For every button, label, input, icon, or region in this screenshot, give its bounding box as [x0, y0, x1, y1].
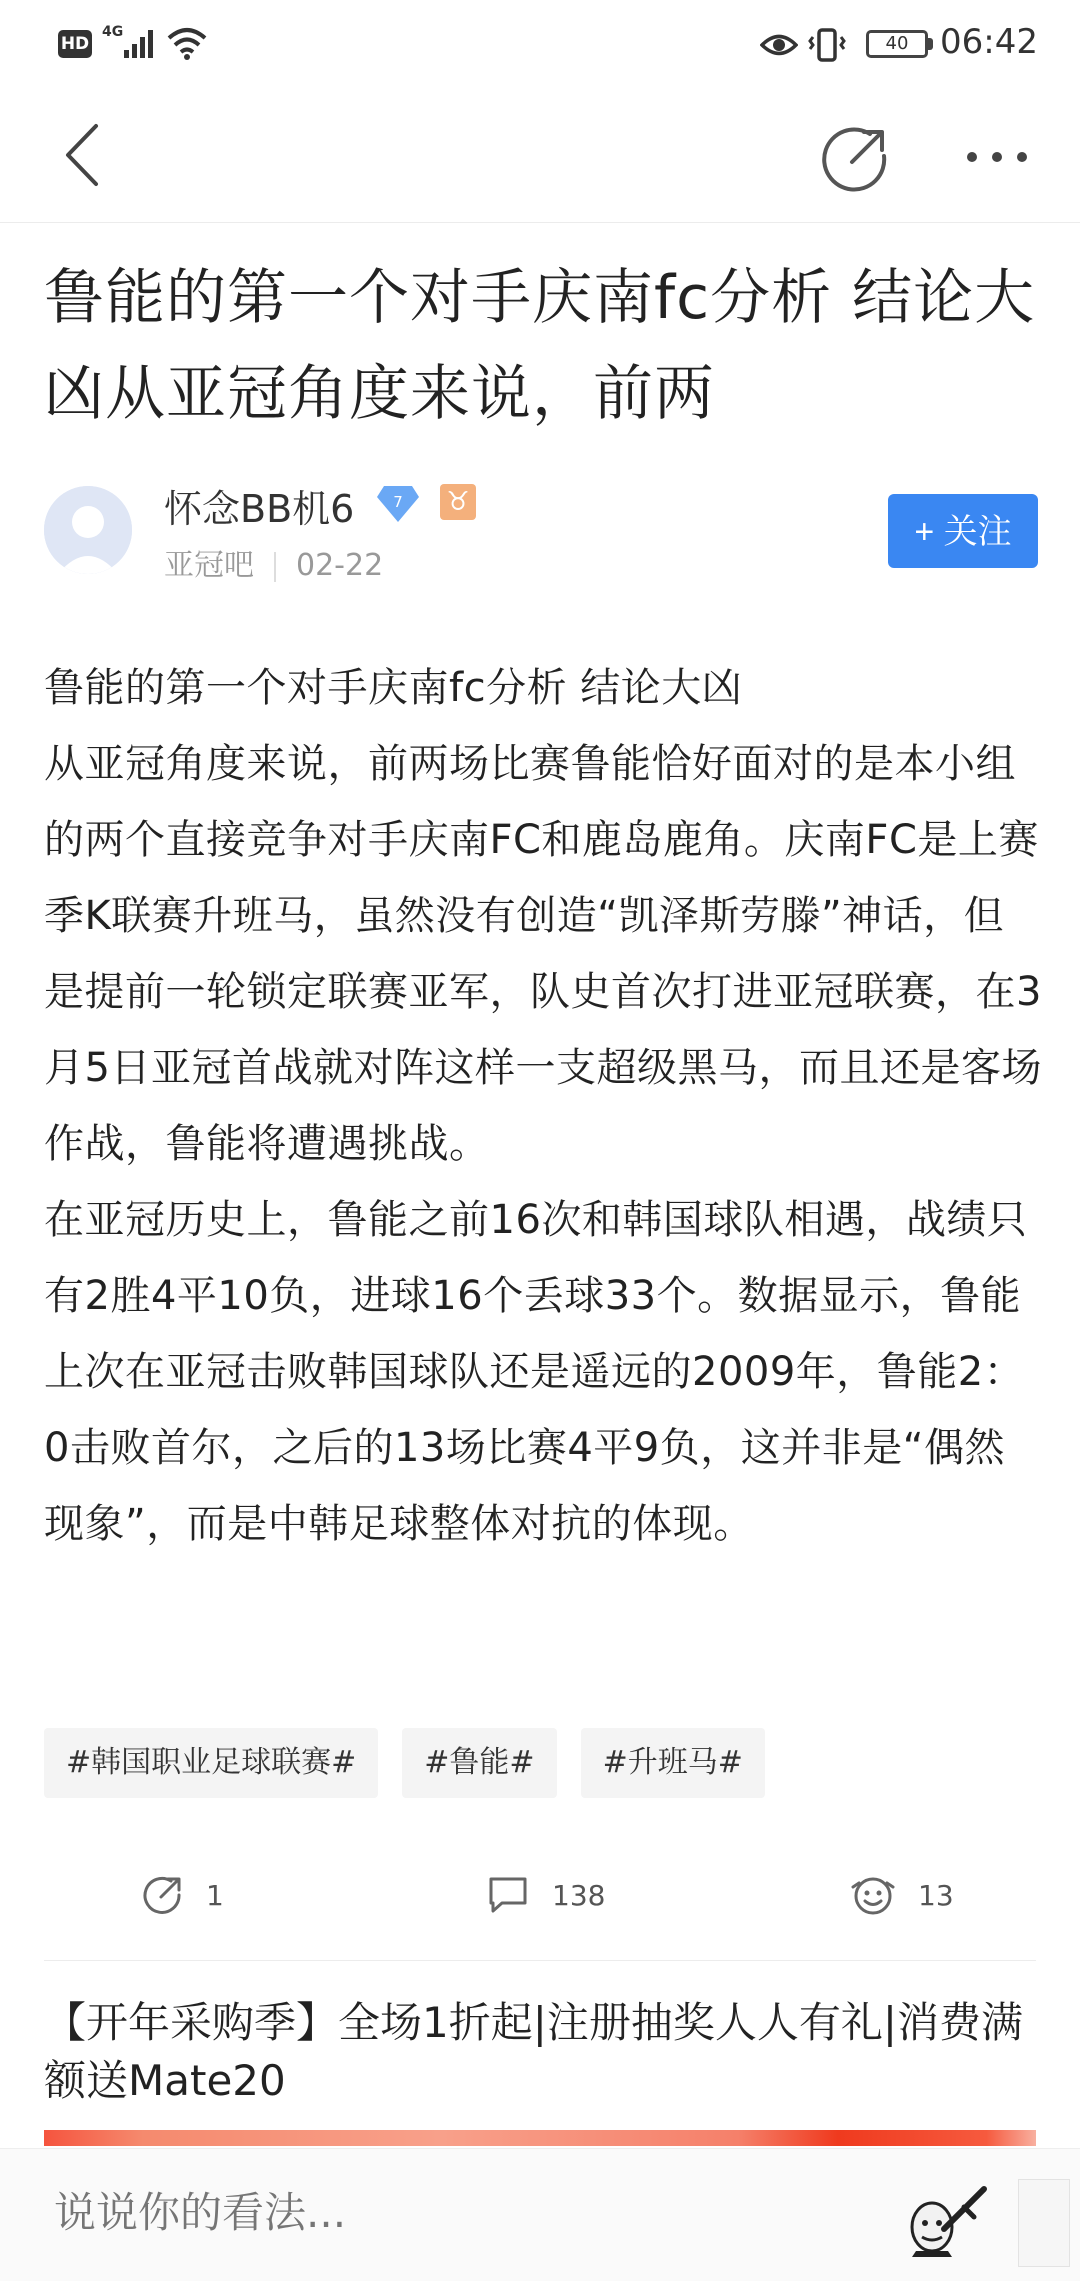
tag-chip[interactable]: #鲁能#: [402, 1728, 556, 1798]
default-avatar-icon: [44, 486, 132, 574]
wifi-icon: [166, 26, 208, 62]
battery-tip: [928, 38, 933, 50]
eye-comfort-icon: [760, 28, 798, 62]
zodiac-badge: ♉: [440, 484, 476, 520]
hd-indicator: HD: [58, 30, 92, 58]
comment-icon: [486, 1873, 530, 1917]
tag-list: [44, 1728, 765, 1798]
level-badge-icon: [376, 484, 420, 524]
tag-chip[interactable]: #韩国职业足球联赛#: [44, 1728, 378, 1798]
body-paragraph: 在亚冠历史上，鲁能之前16次和韩国球队相遇，战绩只有2胜4平10负，进球16个丢球33个。数据显示，鲁能上次在亚冠击败韩国球队还是遥远的2009年，鲁能2：0击败首尔，之后的13场比赛4平9负，这并非是“偶然现象”，而是中韩足球整体对抗的体现。: [44, 1197, 1028, 1547]
like-count: 13: [918, 1878, 954, 1912]
like-action[interactable]: [850, 1870, 954, 1920]
author-name[interactable]: 怀念BB机6: [164, 487, 355, 531]
post-date: 02-22: [296, 548, 384, 583]
nav-bar: [0, 92, 1080, 223]
comment-action[interactable]: [486, 1870, 605, 1920]
comment-bar: [0, 2148, 1080, 2281]
body-paragraph: 鲁能的第一个对手庆南fc分析 结论大凶: [44, 665, 743, 711]
share-icon: [140, 1873, 184, 1917]
more-icon[interactable]: [962, 142, 1032, 172]
author-avatar[interactable]: [44, 486, 132, 574]
like-emoji-icon: [850, 1873, 896, 1917]
network-type: 4G: [102, 24, 124, 40]
clock: 06:42: [940, 22, 1038, 62]
sticker-icon[interactable]: [904, 2171, 988, 2261]
comment-count: 138: [552, 1878, 606, 1912]
action-bar: [0, 1856, 1080, 1936]
share-action[interactable]: [140, 1870, 224, 1920]
back-arrow-icon[interactable]: [58, 120, 106, 190]
image-thumbnail[interactable]: [1018, 2179, 1070, 2267]
level-badge-value: 7: [393, 493, 403, 511]
meta-divider: [274, 552, 276, 582]
post-title: 鲁能的第一个对手庆南fc分析 结论大凶从亚冠角度来说，前两: [44, 263, 1036, 429]
share-count: 1: [206, 1878, 224, 1912]
comment-input[interactable]: [52, 2187, 816, 2238]
author-meta: [164, 540, 383, 584]
signal-icon: [122, 28, 158, 60]
ad-image-strip[interactable]: [44, 2130, 1036, 2146]
tag-chip[interactable]: #升班马#: [581, 1728, 765, 1798]
battery-icon: 40: [866, 30, 928, 58]
status-bar: [0, 0, 1080, 92]
section-divider: [44, 1960, 1036, 1961]
forum-name[interactable]: 亚冠吧: [164, 548, 254, 583]
body-paragraph: 从亚冠角度来说，前两场比赛鲁能恰好面对的是本小组的两个直接竞争对手庆南FC和鹿岛鹿角。庆南FC是上赛季K联赛升班马，虽然没有创造“凯泽斯劳滕”神话，但是提前一轮锁定联赛亚军，队史首次打进亚冠联赛，在3月5日亚冠首战就对阵这样一支超级黑马，而且还是客场作战，鲁能将遭遇挑战。: [44, 741, 1042, 1167]
vibrate-icon: [808, 26, 846, 64]
follow-button[interactable]: + 关注: [888, 494, 1038, 568]
ad-title[interactable]: 【开年采购季】全场1折起|注册抽奖人人有礼|消费满额送Mate20: [44, 1998, 1024, 2105]
post-body: [44, 650, 1044, 1562]
share-icon[interactable]: [820, 122, 892, 194]
